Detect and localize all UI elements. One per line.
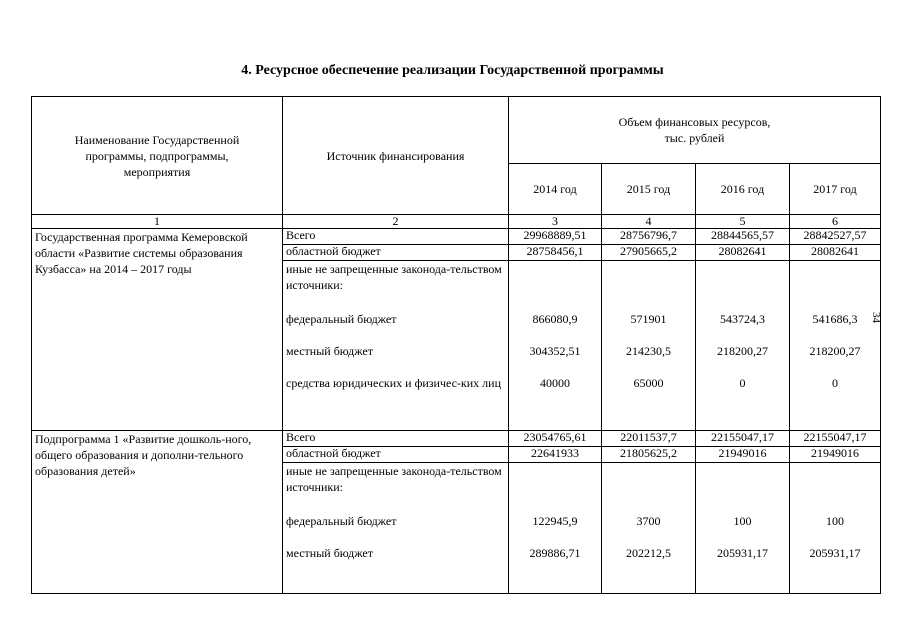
value-cell [602, 463, 696, 594]
value-cell: 22155047,17 [696, 431, 790, 447]
subprogram-name-cell [32, 431, 283, 594]
value-cell: 21805625,2 [602, 447, 696, 463]
value-federal: 571901 [630, 312, 667, 326]
value-cell: 28756796,7 [602, 229, 696, 245]
value-cell: 28082641 [790, 245, 881, 261]
value-cell [696, 463, 790, 594]
source-other: иные не запрещенные законода-тельством источники: [286, 464, 502, 494]
header-volume-cell [509, 97, 881, 164]
value-cell [509, 463, 602, 594]
source-local: местный бюджет [286, 344, 373, 358]
value-local: 202212,5 [626, 546, 671, 560]
program-name: Государственная программа Кемеровской области «Развитие системы образования Кузбасса» на 2014 – 2017 годы [35, 230, 248, 276]
page-title: 4. Ресурсное обеспечение реализации Государственной программы [241, 63, 664, 78]
page-number: 34 [870, 312, 882, 323]
value-local: 304352,51 [529, 344, 581, 358]
source-cell: областной бюджет [283, 245, 509, 261]
header-volume: Объем финансовых ресурсов, тыс. рублей [618, 115, 771, 145]
value-federal: 122945,9 [532, 514, 578, 528]
header-year: 2017 год [790, 164, 881, 215]
source-cell [283, 463, 509, 594]
value-federal: 100 [733, 514, 752, 528]
table-row [32, 229, 881, 245]
source-federal: федеральный бюджет [286, 514, 397, 528]
source-cell: Всего [283, 229, 509, 245]
value-cell: 21949016 [696, 447, 790, 463]
value-federal: 866080,9 [532, 312, 578, 326]
column-number: 6 [790, 215, 881, 229]
value-federal: 100 [826, 514, 844, 528]
column-number: 2 [283, 215, 509, 229]
value-local: 205931,17 [717, 546, 768, 560]
header-source-cell [283, 97, 509, 215]
value-cell: 27905665,2 [602, 245, 696, 261]
value-cell: 22155047,17 [790, 431, 881, 447]
source-local: местный бюджет [286, 546, 373, 560]
value-cell [790, 463, 881, 594]
header-year: 2016 год [696, 164, 790, 215]
value-cell: 28082641 [696, 245, 790, 261]
source-legal: средства юридических и физичес-ких лиц [286, 376, 502, 390]
header-source: Источник финансирования [326, 148, 465, 163]
column-number: 4 [602, 215, 696, 229]
value-cell [696, 261, 790, 431]
value-cell: 21949016 [790, 447, 881, 463]
source-other: иные не запрещенные законода-тельством источники: [286, 262, 502, 292]
header-name-cell [32, 97, 283, 215]
resource-table [31, 96, 881, 594]
source-cell: областной бюджет [283, 447, 509, 463]
value-local: 218200,27 [717, 344, 768, 358]
value-legal: 40000 [540, 376, 570, 390]
value-federal: 3700 [636, 514, 661, 528]
value-cell [509, 261, 602, 431]
value-local: 205931,17 [809, 546, 861, 560]
source-cell: Всего [283, 431, 509, 447]
value-federal: 541686,3 [812, 312, 858, 326]
subprogram-name: Подпрограмма 1 «Развитие дошколь-ного, общего образования и дополни-тельного образования детей» [35, 432, 252, 478]
value-legal: 65000 [633, 376, 664, 390]
value-legal: 0 [832, 376, 838, 390]
header-year: 2015 год [602, 164, 696, 215]
source-federal: федеральный бюджет [286, 312, 397, 326]
value-cell: 22641933 [509, 447, 602, 463]
value-cell [790, 261, 881, 431]
value-cell: 23054765,61 [509, 431, 602, 447]
value-legal: 0 [739, 376, 746, 390]
value-cell [602, 261, 696, 431]
value-cell: 22011537,7 [602, 431, 696, 447]
column-number: 1 [32, 215, 283, 229]
column-number: 5 [696, 215, 790, 229]
header-name: Наименование Государственной программы, подпрограммы, мероприятия [74, 132, 240, 179]
value-local: 289886,71 [529, 546, 581, 560]
value-cell: 28758456,1 [509, 245, 602, 261]
value-cell: 29968889,51 [509, 229, 602, 245]
source-cell [283, 261, 509, 431]
value-cell: 28842527,57 [790, 229, 881, 245]
value-federal: 543724,3 [720, 312, 765, 326]
value-cell: 28844565,57 [696, 229, 790, 245]
column-number: 3 [509, 215, 602, 229]
value-local: 218200,27 [809, 344, 861, 358]
value-local: 214230,5 [626, 344, 671, 358]
header-year: 2014 год [509, 164, 602, 215]
program-name-cell [32, 229, 283, 431]
table-row [32, 431, 881, 447]
